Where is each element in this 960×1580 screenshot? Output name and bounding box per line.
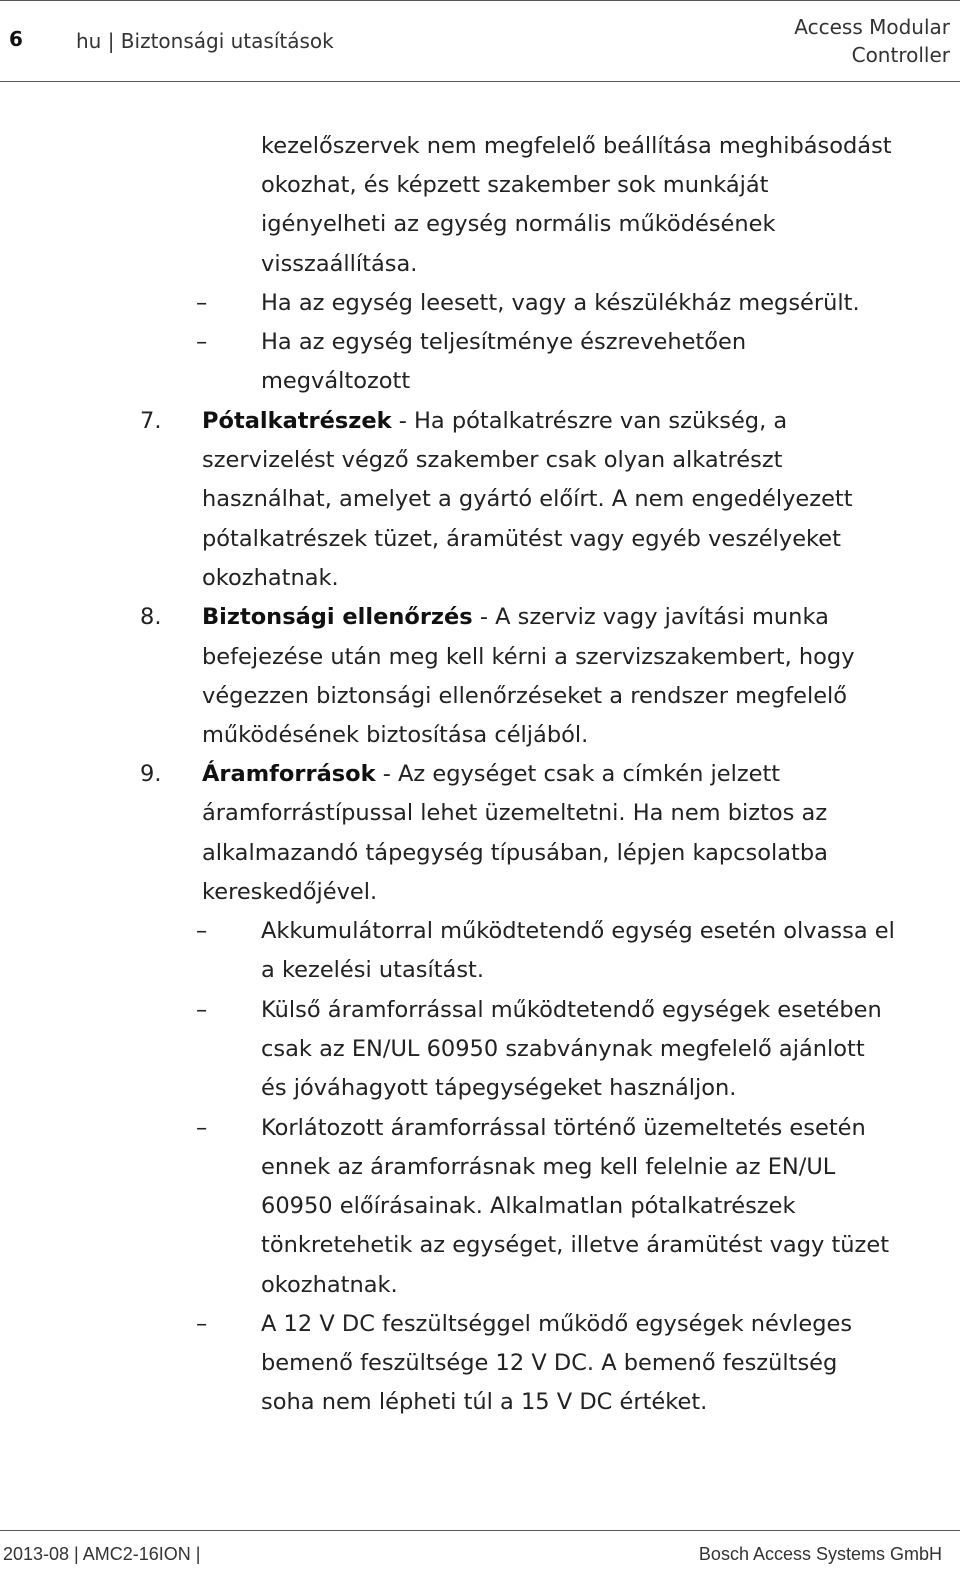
- header-bottom-rule: [0, 81, 960, 82]
- body-line: használhat, amelyet a gyártó előírt. A nem engedélyezett: [202, 486, 853, 512]
- body-line: pótalkatrészek tüzet, áramütést vagy egyéb veszélyeket: [202, 526, 841, 552]
- body-line: végezzen biztonsági ellenőrzéseket a rendszer megfelelő: [202, 683, 848, 709]
- body-line: bemenő feszültsége 12 V DC. A bemenő feszültség: [261, 1350, 838, 1376]
- bullet-dash: –: [196, 997, 208, 1023]
- body-line: alkalmazandó tápegység típusában, lépjen kapcsolatba: [202, 840, 828, 866]
- list-item-text: - Az egységet csak a címkén jelzett: [375, 761, 781, 787]
- document-title-line-1: Access Modular: [794, 15, 950, 39]
- bullet-item: Ha az egység leesett, vagy a készülékház megsérült.: [261, 290, 860, 316]
- body-line: kezelőszervek nem megfelelő beállítása meghibásodást: [261, 133, 892, 159]
- body-line: soha nem lépheti túl a 15 V DC értéket.: [261, 1389, 708, 1415]
- list-number: 9.: [140, 761, 162, 787]
- footer-left: 2013-08 | AMC2-16ION |: [3, 1544, 201, 1564]
- bullet-item: Korlátozott áramforrással történő üzemeltetés esetén: [261, 1115, 866, 1141]
- list-item-text: - A szerviz vagy javítási munka: [472, 604, 829, 630]
- list-item-heading-line: [202, 598, 829, 637]
- page-number: 6: [9, 27, 23, 51]
- body-line: működésének biztosítása céljából.: [202, 722, 589, 748]
- body-line: a kezelési utasítást.: [261, 957, 485, 983]
- bullet-dash: –: [196, 290, 208, 316]
- body-line: és jóváhagyott tápegységeket használjon.: [261, 1075, 737, 1101]
- body-line: áramforrástípussal lehet üzemeltetni. Ha nem biztos az: [202, 800, 828, 826]
- body-line: 60950 előírásainak. Alkalmatlan pótalkatrészek: [261, 1193, 796, 1219]
- body-line: kereskedőjével.: [202, 879, 378, 905]
- list-item-heading-line: [202, 755, 780, 794]
- body-line: okozhatnak.: [202, 565, 339, 591]
- list-number: 8.: [140, 604, 162, 630]
- header-top-rule: [0, 0, 960, 1]
- list-item-title: Pótalkatrészek: [202, 408, 392, 434]
- bullet-dash: –: [196, 329, 208, 355]
- body-line: befejezése után meg kell kérni a szervizszakembert, hogy: [202, 644, 855, 670]
- body-line: szervizelést végző szakember csak olyan alkatrészt: [202, 447, 783, 473]
- list-item-title: Biztonsági ellenőrzés: [202, 604, 473, 630]
- footer-right: Bosch Access Systems GmbH: [698, 1544, 942, 1564]
- list-item-title: Áramforrások: [202, 761, 376, 787]
- section-title: hu | Biztonsági utasítások: [76, 29, 334, 53]
- body-line: megváltozott: [261, 368, 411, 394]
- body-line: tönkretehetik az egységet, illetve áramütést vagy tüzet: [261, 1232, 890, 1258]
- bullet-item: Akkumulátorral működtetendő egység esetén olvassa el: [261, 918, 895, 944]
- document-title-line-2: Controller: [851, 43, 950, 67]
- bullet-item: Ha az egység teljesítménye észrevehetően: [261, 329, 747, 355]
- list-item-text: - Ha pótalkatrészre van szükség, a: [391, 408, 788, 434]
- footer-rule: [0, 1530, 960, 1531]
- list-number: 7.: [140, 408, 162, 434]
- bullet-item: Külső áramforrással működtetendő egységek esetében: [261, 997, 882, 1023]
- body-line: igényelheti az egység normális működésének: [261, 211, 776, 237]
- bullet-dash: –: [196, 1115, 208, 1141]
- body-line: okozhatnak.: [261, 1272, 398, 1298]
- body-line: visszaállítása.: [261, 251, 418, 277]
- document-title: [720, 13, 950, 69]
- bullet-dash: –: [196, 918, 208, 944]
- list-item-heading-line: [202, 402, 787, 441]
- body-line: okozhat, és képzett szakember sok munkáját: [261, 172, 769, 198]
- bullet-dash: –: [196, 1311, 208, 1337]
- body-line: csak az EN/UL 60950 szabványnak megfelelő ajánlott: [261, 1036, 865, 1062]
- body-line: ennek az áramforrásnak meg kell felelnie az EN/UL: [261, 1154, 836, 1180]
- bullet-item: A 12 V DC feszültséggel működő egységek névleges: [261, 1311, 853, 1337]
